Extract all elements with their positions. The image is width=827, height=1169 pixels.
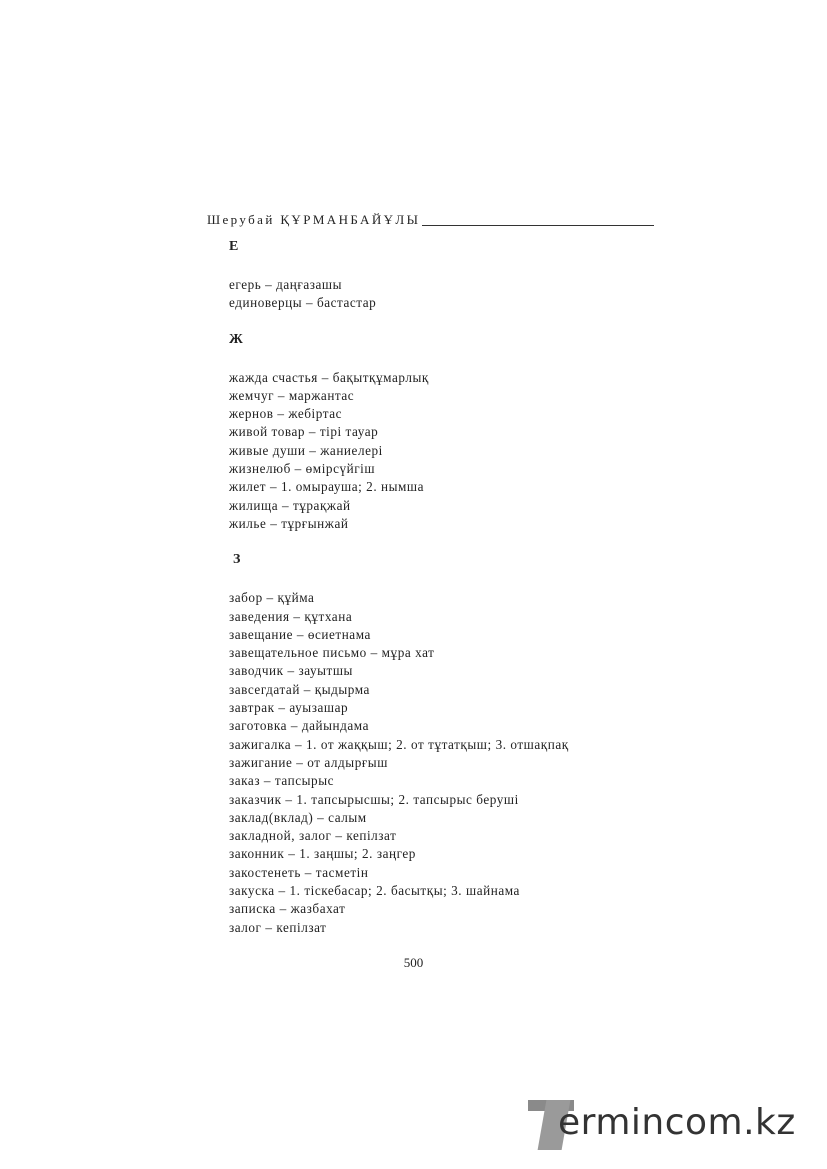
- list-item: законник – 1. заңшы; 2. заңгер: [229, 846, 416, 862]
- author-name: Шерубай ҚҰРМАНБАЙҰЛЫ: [207, 212, 421, 227]
- entry-list: [229, 276, 669, 313]
- list-item: заказчик – 1. тапсырысшы; 2. тапсырыс беруші: [229, 791, 519, 807]
- list-item: жилье – тұрғынжай: [229, 515, 349, 531]
- list-item: завещательное письмо – мұра хат: [229, 645, 435, 661]
- list-item: забор – құйма: [229, 590, 315, 606]
- list-item: жилет – 1. омырауша; 2. нымша: [229, 479, 425, 495]
- dictionary-content: [229, 238, 669, 955]
- list-item: закладной, залог – кепілзат: [229, 828, 397, 844]
- section-letter: Ж: [229, 331, 243, 347]
- logo-text-start: ermincom.kz: [558, 1102, 796, 1143]
- section-letter: З: [233, 552, 241, 568]
- list-item: жажда счастья – бақытқұмарлық: [229, 369, 429, 385]
- list-item: егерь – даңғазашы: [229, 277, 343, 292]
- running-head: [207, 212, 654, 228]
- list-item: зажигалка – 1. от жаққыш; 2. от тұтатқыш; 3. отшақпақ: [229, 736, 569, 752]
- entry-list: [229, 369, 669, 534]
- list-item: жилища – тұрақжай: [229, 497, 351, 513]
- list-item: жемчуг – маржантас: [229, 387, 355, 403]
- list-item: завещание – өсиетнама: [229, 626, 371, 642]
- list-item: единоверцы – бастастар: [229, 295, 377, 311]
- entry-list: [229, 589, 669, 937]
- list-item: залог – кепілзат: [229, 919, 327, 935]
- section-z: [229, 551, 669, 937]
- logo-text: [558, 1102, 796, 1143]
- list-item: заклад(вклад) – салым: [229, 809, 367, 825]
- list-item: закостенеть – тасметін: [229, 864, 369, 880]
- section-zh: [229, 331, 669, 534]
- list-item: закуска – 1. тіскебасар; 2. басытқы; 3. шайнама: [229, 883, 520, 899]
- list-item: завсегдатай – қыдырма: [229, 681, 370, 697]
- list-item: заведения – құтхана: [229, 608, 353, 624]
- list-item: жернов – жебіртас: [229, 406, 343, 422]
- list-item: заготовка – дайындама: [229, 718, 369, 734]
- termincom-logo: [528, 1098, 818, 1156]
- list-item: заводчик – зауытшы: [229, 663, 353, 679]
- list-item: зажигание – от алдырғыш: [229, 754, 388, 770]
- list-item: заказ – тапсырыс: [229, 773, 335, 789]
- list-item: завтрак – ауызашар: [229, 700, 349, 716]
- header-rule: [422, 225, 654, 226]
- page-number: 500: [403, 955, 424, 970]
- list-item: живые души – жаниелері: [229, 442, 383, 458]
- section-e: [229, 238, 669, 313]
- list-item: живой товар – тірі тауар: [229, 424, 379, 440]
- list-item: жизнелюб – өмірсүйгіш: [229, 461, 376, 477]
- list-item: записка – жазбахат: [229, 901, 346, 917]
- section-letter: Е: [229, 239, 239, 254]
